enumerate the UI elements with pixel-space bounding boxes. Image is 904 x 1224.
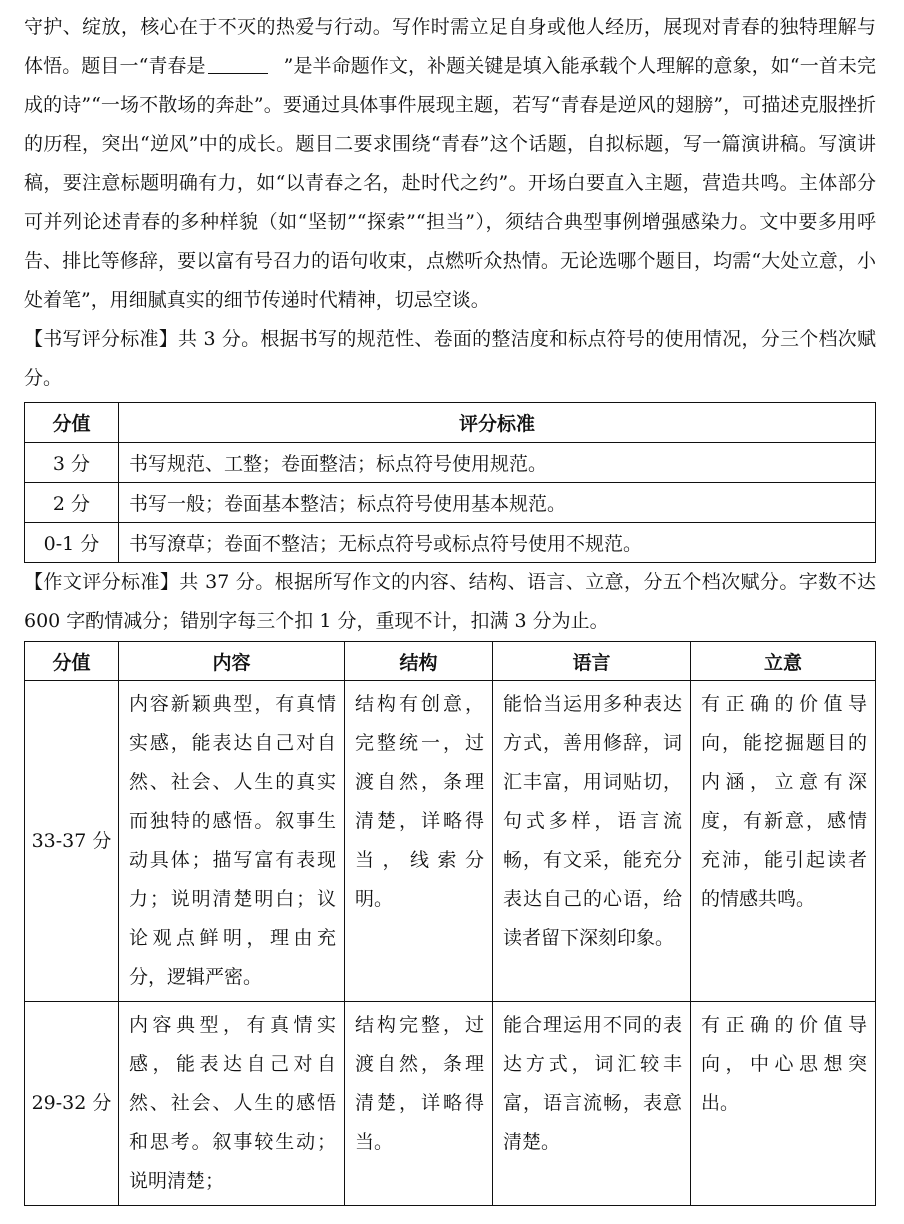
composition-criteria-intro: 【作文评分标准】共 37 分。根据所写作文的内容、结构、语言、立意，分五个档次赋分。字数不达 600 字酌情减分；错别字每三个扣 1 分，重现不计，扣满 3 分为止。 (24, 571, 876, 632)
writing-criteria-table (24, 402, 876, 563)
row-score: 29-32 分 (25, 1002, 119, 1206)
row-language: 能恰当运用多种表达方式，善用修辞，词汇丰富，用词贴切，句式多样，语言流畅，有文采，能充分表达自己的心语，给读者留下深刻印象。 (493, 681, 691, 1002)
header-score: 分值 (25, 403, 119, 443)
intro-text-part2: ”是半命题作文，补题关键是填入能承载个人理解的意象，如“一首未完成的诗”“一场不散场的奔赴”。要通过具体事件展现主题，若写“青春是逆风的翅膀”，可描述克服挫折的历程，突出“逆风”中的成长。题目二要求围绕“青春”这个话题，自拟标题，写一篇演讲稿。写演讲稿，要注意标题明确有力，如“以青春之名，赴时代之约”。开场白要直入主题，营造共鸣。主体部分可并列论述青春的多种样貌（如“坚韧”“探索”“担当”），须结合典型事例增强感染力。文中要多用呼告、排比等修辞，要以富有号召力的语句收束，点燃听众热情。无论选哪个题目，均需“大处立意，小处着笔”，用细腻真实的细节传递时代精神，切忌空谈。 (24, 55, 876, 311)
header-content: 内容 (119, 642, 345, 681)
writing-criteria-intro: 【书写评分标准】共 3 分。根据书写的规范性、卷面的整洁度和标点符号的使用情况，分三个档次赋分。 (24, 328, 876, 389)
table-header-row (25, 403, 876, 443)
row-idea: 有正确的价值导向，中心思想突出。 (691, 1002, 876, 1206)
table-row (25, 443, 876, 483)
row-score: 33-37 分 (25, 681, 119, 1002)
header-criteria: 评分标准 (119, 403, 876, 443)
row-structure: 结构有创意，完整统一，过渡自然，条理清楚，详略得当，线索分明。 (345, 681, 493, 1002)
row-score: 0-1 分 (25, 523, 119, 563)
header-idea: 立意 (691, 642, 876, 681)
table-row (25, 681, 876, 1002)
table-row (25, 1002, 876, 1206)
row-language: 能合理运用不同的表达方式，词汇较丰富，语言流畅，表意清楚。 (493, 1002, 691, 1206)
table-row (25, 483, 876, 523)
row-description: 书写潦草；卷面不整洁；无标点符号或标点符号使用不规范。 (119, 523, 876, 563)
header-score: 分值 (25, 642, 119, 681)
row-score: 2 分 (25, 483, 119, 523)
row-structure: 结构完整，过渡自然，条理清楚，详略得当。 (345, 1002, 493, 1206)
fill-in-blank (208, 51, 268, 74)
intro-paragraph (24, 8, 876, 320)
row-score: 3 分 (25, 443, 119, 483)
table-row (25, 523, 876, 563)
composition-criteria-table (24, 641, 876, 1206)
row-description: 书写一般；卷面基本整洁；标点符号使用基本规范。 (119, 483, 876, 523)
header-language: 语言 (493, 642, 691, 681)
header-structure: 结构 (345, 642, 493, 681)
row-idea: 有正确的价值导向，能挖掘题目的内涵，立意有深度，有新意，感情充沛，能引起读者的情感共鸣。 (691, 681, 876, 1002)
intro-text-part1: 守护、绽放，核心在于不灭的热爱与行动。写作时需立足自身或他人经历，展现对青春的独特理解与体悟。题目一“青春是 (24, 16, 876, 77)
table-header-row (25, 642, 876, 681)
row-content: 内容新颖典型，有真情实感，能表达自己对自然、社会、人生的真实而独特的感悟。叙事生动具体；描写富有表现力；说明清楚明白；议论观点鲜明，理由充分，逻辑严密。 (119, 681, 345, 1002)
row-content: 内容典型，有真情实感，能表达自己对自然、社会、人生的感悟和思考。叙事较生动；说明清楚； (119, 1002, 345, 1206)
row-description: 书写规范、工整；卷面整洁；标点符号使用规范。 (119, 443, 876, 483)
